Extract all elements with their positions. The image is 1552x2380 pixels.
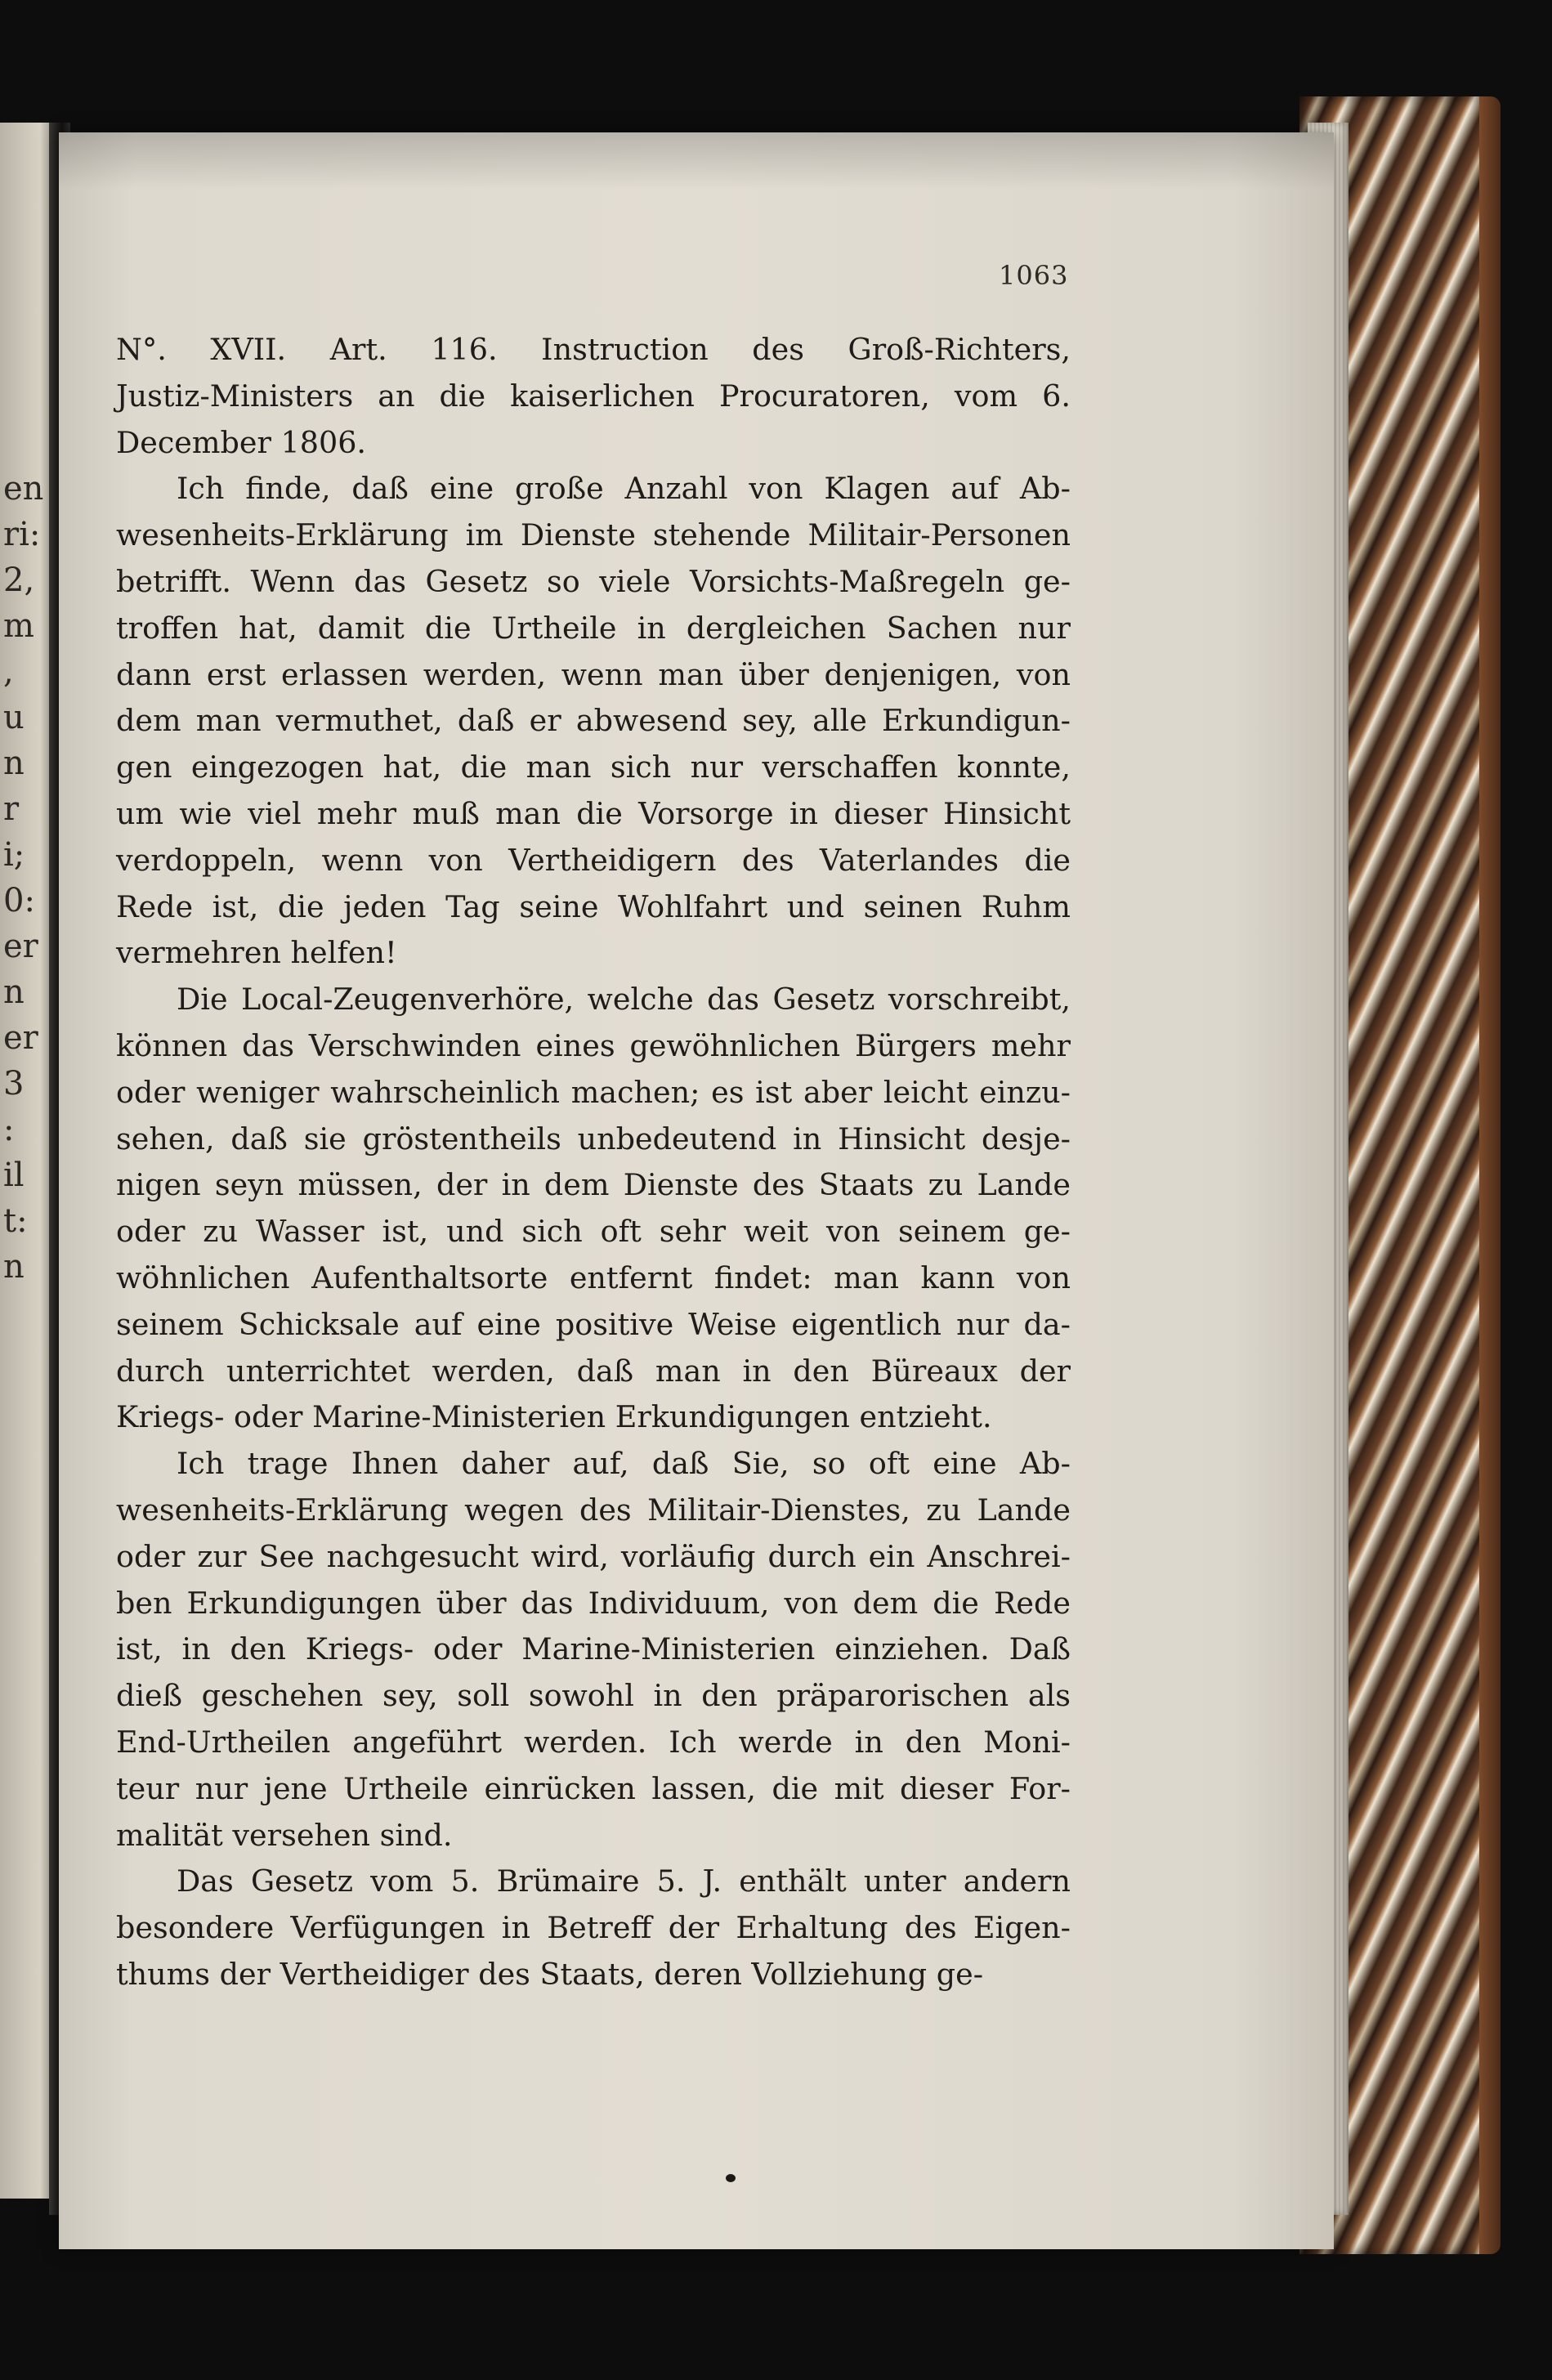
page-body-text <box>116 327 1071 1998</box>
left-page-fragment: n <box>3 745 25 782</box>
text-line: betrifft. Wenn das Gesetz so viele Vorsichts-Maßregeln ge- <box>116 563 1071 599</box>
text-line: wöhnlichen Aufenthaltsorte entfernt findet: man kann von <box>116 1259 1071 1295</box>
text-line: seinem Schicksale auf eine positive Weise eigentlich nur da- <box>116 1306 1071 1342</box>
left-page-fragment: 2, <box>3 561 35 599</box>
left-page-fragment: n <box>3 973 25 1011</box>
text-line: teur nur jene Urtheile einrücken lassen, die mit dieser For- <box>116 1770 1071 1806</box>
text-line: oder weniger wahrscheinlich machen; es ist aber leicht einzu- <box>116 1074 1071 1110</box>
left-page-fragment: er <box>3 928 38 965</box>
left-page-fragment: : <box>3 1111 15 1148</box>
text-line: Das Gesetz vom 5. Brümaire 5. J. enthält unter andern <box>177 1863 1071 1899</box>
text-line: Ich trage Ihnen daher auf, daß Sie, so oft eine Ab- <box>177 1446 1071 1482</box>
text-line: wesenheits-Erklärung wegen des Militair-Dienstes, zu Lande <box>116 1492 1071 1528</box>
leather-spine-edge <box>1479 96 1501 2254</box>
left-page-fragment: m <box>3 607 34 645</box>
printer-ornament-dot <box>726 2174 736 2182</box>
text-line: thums der Vertheidiger des Staats, deren Vollziehung ge- <box>116 1956 984 1992</box>
left-page-text-fragments <box>3 466 52 1290</box>
text-line: nigen seyn müssen, der in dem Dienste des Staats zu Lande <box>116 1167 1071 1203</box>
text-line: dann erst erlassen werden, wenn man über denjenigen, von <box>116 656 1071 692</box>
text-line: Kriegs- oder Marine-Ministerien Erkundigungen entzieht. <box>116 1399 992 1435</box>
text-line: dieß geschehen sey, soll sowohl in den präparorischen als <box>116 1678 1071 1714</box>
text-line: ben Erkundigungen über das Individuum, von dem die Rede <box>116 1585 1071 1621</box>
left-page-fragment: , <box>3 653 14 691</box>
text-line: durch unterrichtet werden, daß man in den Büreaux der <box>116 1353 1071 1389</box>
left-page-fragment: en <box>3 470 44 508</box>
paragraph <box>116 1441 1071 1859</box>
paragraph <box>116 466 1071 977</box>
text-line: Justiz-Ministers an die kaiserlichen Procuratoren, vom 6. <box>116 378 1071 414</box>
left-page-fragment: r <box>3 790 20 828</box>
left-page-fragment: u <box>3 699 25 736</box>
text-line: ist, in den Kriegs- oder Marine-Ministerien einziehen. Daß <box>116 1631 1071 1667</box>
text-line: oder zur See nachgesucht wird, vorläufig durch ein Anschrei- <box>116 1538 1071 1574</box>
left-page-fragment: 3 <box>3 1065 25 1103</box>
text-line: oder zu Wasser ist, und sich oft sehr weit von seinem ge- <box>116 1214 1071 1250</box>
paragraph <box>116 1859 1071 1998</box>
left-page-fragment: ri: <box>3 516 41 553</box>
text-line: Die Local-Zeugenverhöre, welche das Gesetz vorschreibt, <box>177 982 1071 1018</box>
section-heading <box>116 327 1071 466</box>
left-page-fragment: t: <box>3 1202 28 1240</box>
text-line: End-Urtheilen angeführt werden. Ich werde in den Moni- <box>116 1724 1071 1760</box>
text-line: Ich finde, daß eine große Anzahl von Klagen auf Ab- <box>177 471 1071 507</box>
left-page-fragment: n <box>3 1248 25 1286</box>
left-page-fragment: er <box>3 1019 38 1057</box>
text-line: besondere Verfügungen in Betreff der Erhaltung des Eigen- <box>116 1910 1071 1946</box>
text-line: malität versehen sind. <box>116 1817 453 1853</box>
text-line: verdoppeln, wenn von Vertheidigern des Vaterlandes die <box>116 842 1071 878</box>
text-line: um wie viel mehr muß man die Vorsorge in dieser Hinsicht <box>116 795 1071 831</box>
text-line: können das Verschwinden eines gewöhnlichen Bürgers mehr <box>116 1027 1071 1063</box>
left-page-fragment: il <box>3 1156 25 1194</box>
paragraph <box>116 977 1071 1441</box>
text-line: gen eingezogen hat, die man sich nur verschaffen konnte, <box>116 749 1071 785</box>
text-line: Rede ist, die jeden Tag seine Wohlfahrt und seinen Ruhm <box>116 888 1071 924</box>
left-page-fragment: 0: <box>3 882 35 919</box>
text-line: sehen, daß sie gröstentheils unbedeutend in Hinsicht desje- <box>116 1121 1071 1156</box>
text-line: N°. XVII. Art. 116. Instruction des Groß-Richters, <box>116 332 1071 367</box>
page-number: 1063 <box>999 260 1069 291</box>
text-line: dem man vermuthet, daß er abwesend sey, alle Erkundigun- <box>116 703 1071 739</box>
text-line: December 1806. <box>116 424 367 460</box>
text-line: troffen hat, damit die Urtheile in dergleichen Sachen nur <box>116 610 1071 646</box>
text-line: wesenheits-Erklärung im Dienste stehende Militair-Personen <box>116 517 1071 553</box>
text-line: vermehren helfen! <box>116 935 397 971</box>
left-page-fragment: i; <box>3 836 25 874</box>
page-top-shadow <box>59 132 1334 190</box>
